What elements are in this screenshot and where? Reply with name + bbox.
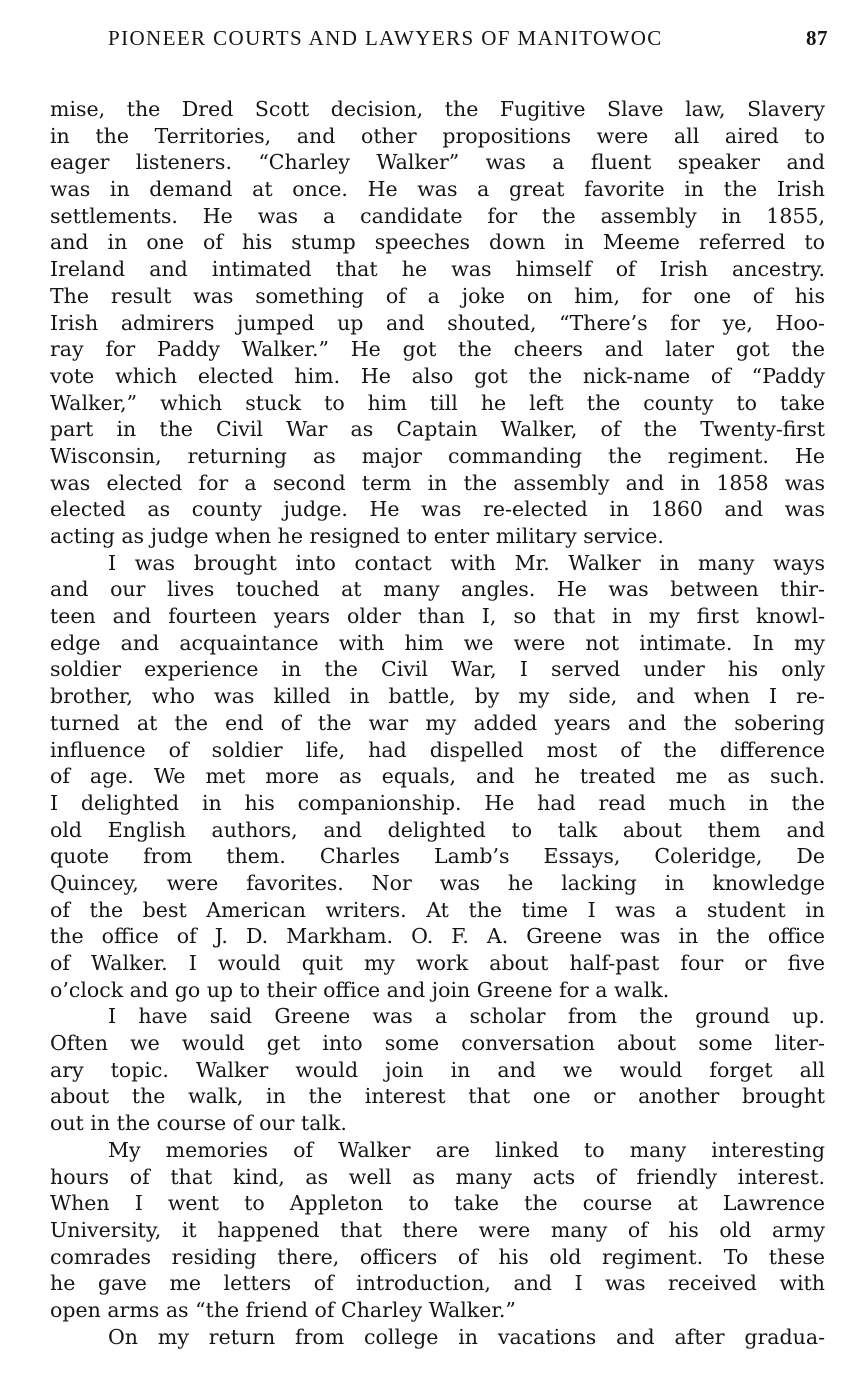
paragraph-first-line: I was brought into contact with Mr. Walker in many ways [108,550,825,575]
text-line: soldier experience in the Civil War, I served under his only [50,657,825,682]
text-line: The result was something of a joke on him, for one of his [50,283,825,308]
text-line: brother, who was killed in battle, by my side, and when I re- [50,684,825,709]
text-line: vote which elected him. He also got the nick-name of “Paddy [50,363,825,388]
text-line: edge and acquaintance with him we were not intimate. In my [50,630,825,655]
text-line: influence of soldier life, had dispelled most of the difference [50,737,825,762]
text-line: eager listeners. “Charley Walker” was a fluent speaker and [50,150,825,175]
text-line: o’clock and go up to their office and join Greene for a walk. [50,977,670,1002]
text-line: Walker,” which stuck to him till he left the county to take [50,390,825,415]
text-line: was in demand at once. He was a great favorite in the Irish [50,177,825,202]
text-line: in the Territories, and other propositions were all aired to [50,123,825,148]
text-line: teen and fourteen years older than I, so that in my first knowl- [50,604,825,629]
text-line: comrades residing there, officers of his old regiment. To these [50,1244,825,1269]
text-line: and in one of his stump speeches down in Meeme referred to [50,230,825,255]
text-line: Ireland and intimated that he was himself of Irish ancestry. [50,257,825,282]
text-line: about the walk, in the interest that one or another brought [50,1084,825,1109]
text-line: of age. We met more as equals, and he treated me as such. [50,764,825,789]
text-line: part in the Civil War as Captain Walker, of the Twenty-first [50,417,825,442]
text-line: the office of J. D. Markham. O. F. A. Greene was in the office [50,924,825,949]
text-line: Wisconsin, returning as major commanding the regiment. He [50,443,825,468]
text-line: quote from them. Charles Lamb’s Essays, Coleridge, De [50,844,825,869]
body-text [50,96,825,1350]
text-line: turned at the end of the war my added years and the sobering [50,710,825,735]
text-line: open arms as “the friend of Charley Walker.” [50,1297,516,1322]
text-line: old English authors, and delighted to talk about them and [50,817,825,842]
text-line: and our lives touched at many angles. He was between thir- [50,577,825,602]
text-line: of the best American writers. At the time I was a student in [50,897,825,922]
text-line: I delighted in his companionship. He had read much in the [50,790,825,815]
text-line: hours of that kind, as well as many acts of friendly interest. [50,1164,825,1189]
text-line: out in the course of our talk. [50,1111,347,1136]
text-line: was elected for a second term in the assembly and in 1858 was [50,470,825,495]
running-title: PIONEER COURTS AND LAWYERS OF MANITOWOC [108,26,663,50]
text-line: Quincey, were favorites. Nor was he lacking in knowledge [50,870,825,895]
text-line: acting as judge when he resigned to enter military service. [50,524,664,548]
text-line: he gave me letters of introduction, and I was received with [50,1271,825,1296]
text-line: mise, the Dred Scott decision, the Fugitive Slave law, Slavery [50,97,825,121]
text-line: ary topic. Walker would join in and we would forget all [50,1057,825,1082]
text-line: ray for Paddy Walker.” He got the cheers and later got the [50,337,825,362]
running-head [108,26,828,52]
text-line: elected as county judge. He was re-elected in 1860 and was [50,497,825,522]
paragraph-first-line: On my return from college in vacations and after gradua- [108,1324,825,1349]
text-line: Irish admirers jumped up and shouted, “There’s for ye, Hoo- [50,310,825,335]
paragraph-first-line: I have said Greene was a scholar from the ground up. [108,1004,825,1029]
text-line: When I went to Appleton to take the course at Lawrence [50,1191,825,1216]
text-line: University, it happened that there were many of his old army [50,1217,825,1242]
page-number: 87 [806,26,828,50]
text-line: settlements. He was a candidate for the assembly in 1855, [50,203,825,228]
paragraph-first-line: My memories of Walker are linked to many interesting [108,1137,825,1162]
text-line: of Walker. I would quit my work about half-past four or five [50,951,825,975]
text-line: Often we would get into some conversation about some liter- [50,1031,825,1056]
